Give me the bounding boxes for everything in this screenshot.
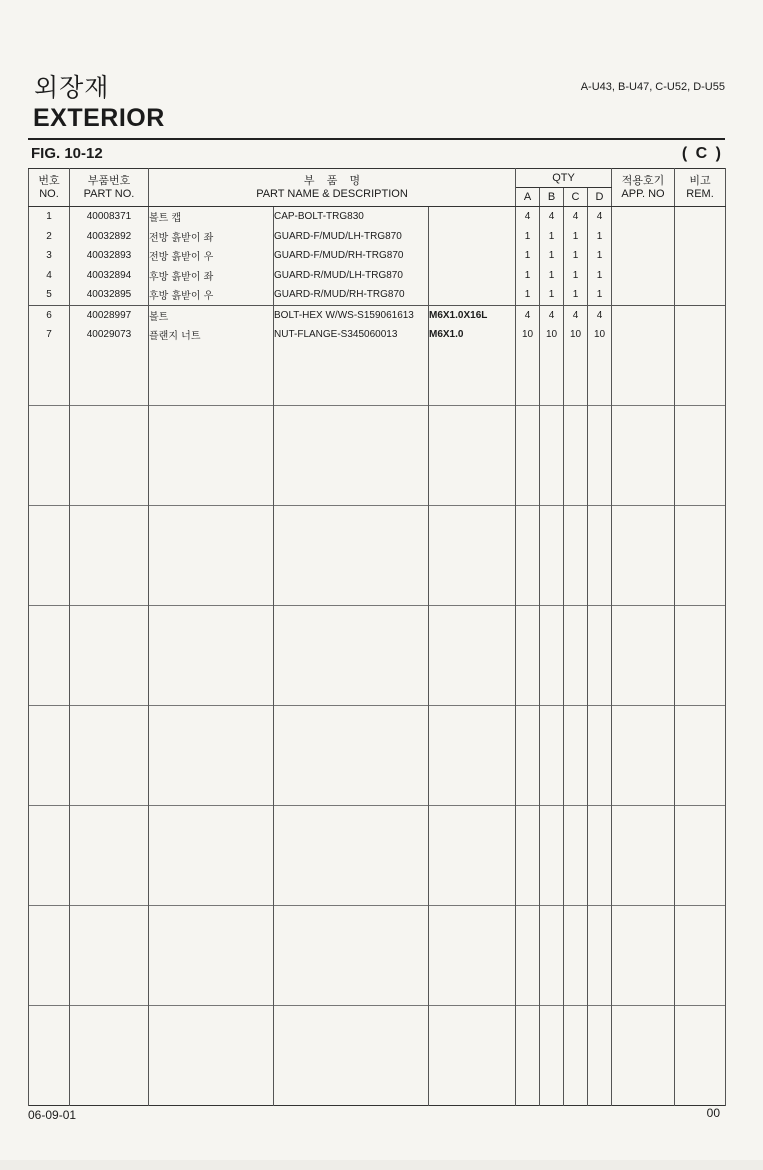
part-name-english: NUT-FLANGE-S345060013 [274,325,429,345]
empty-cell [564,605,588,705]
empty-row [29,1005,726,1105]
empty-cell [516,905,540,1005]
header-app-no-en: APP. NO [621,187,665,200]
qty-c: 1 [564,266,588,286]
remarks-cell [675,207,726,227]
empty-cell [516,505,540,605]
empty-cell [588,705,612,805]
empty-cell [564,405,588,505]
empty-cell [29,505,70,605]
part-number: 40008371 [70,207,149,227]
empty-cell [612,505,675,605]
header-no [29,169,70,207]
empty-row [29,345,726,406]
part-name-english: GUARD-F/MUD/LH-TRG870 [274,227,429,247]
qty-c: 4 [564,207,588,227]
part-size: M6X1.0 [429,325,516,345]
empty-cell [540,1005,564,1105]
page-number: 00 [706,1106,720,1120]
qty-c: 1 [564,246,588,266]
header-remarks [675,169,726,207]
empty-cell [540,345,564,406]
empty-row [29,705,726,805]
empty-cell [274,905,429,1005]
empty-cell [540,705,564,805]
part-size [429,227,516,247]
qty-c: 4 [564,305,588,325]
empty-cell [149,1005,274,1105]
empty-cell [564,705,588,805]
empty-cell [29,605,70,705]
header-app-no [612,169,675,207]
empty-cell [29,805,70,905]
app-no-cell [612,285,675,305]
empty-cell [588,345,612,406]
empty-cell [29,345,70,406]
qty-d: 1 [588,246,612,266]
qty-c: 10 [564,325,588,345]
page-bottom-edge [0,1160,763,1170]
part-name-english: GUARD-R/MUD/LH-TRG870 [274,266,429,286]
empty-cell [588,605,612,705]
app-no-cell [612,266,675,286]
parts-table-body [29,207,726,1106]
empty-cell [274,345,429,406]
empty-cell [29,705,70,805]
table-row [29,325,726,345]
empty-cell [516,345,540,406]
empty-cell [540,905,564,1005]
qty-b: 1 [540,246,564,266]
empty-cell [612,905,675,1005]
empty-row [29,805,726,905]
empty-cell [588,1005,612,1105]
empty-cell [70,705,149,805]
empty-row [29,605,726,705]
empty-cell [70,405,149,505]
empty-cell [429,805,516,905]
empty-cell [516,805,540,905]
empty-cell [588,905,612,1005]
empty-row [29,405,726,505]
part-name-english: CAP-BOLT-TRG830 [274,207,429,227]
row-number: 3 [29,246,70,266]
qty-a: 1 [516,285,540,305]
header-no-ko: 번호 [38,174,60,187]
empty-cell [564,805,588,905]
empty-cell [588,805,612,905]
empty-cell [274,505,429,605]
app-no-cell [612,325,675,345]
qty-a: 1 [516,266,540,286]
empty-cell [675,805,726,905]
qty-b: 10 [540,325,564,345]
header-part-no-en: PART NO. [83,187,135,200]
header-no-en: NO. [39,187,59,200]
qty-a: 10 [516,325,540,345]
qty-d: 1 [588,285,612,305]
qty-d: 4 [588,305,612,325]
part-size [429,285,516,305]
qty-d: 4 [588,207,612,227]
table-row [29,246,726,266]
qty-b: 4 [540,207,564,227]
part-name-english: BOLT-HEX W/WS-S159061613 [274,305,429,325]
empty-cell [588,405,612,505]
model-list: A-U43, B-U47, C-U52, D-U55 [580,81,725,93]
empty-cell [29,405,70,505]
empty-cell [149,905,274,1005]
figure-code: ( C ) [681,145,723,162]
qty-a: 4 [516,207,540,227]
title-divider [28,138,725,140]
empty-cell [274,805,429,905]
header-qty: QTY [516,169,612,188]
qty-a: 4 [516,305,540,325]
empty-cell [274,705,429,805]
empty-cell [612,605,675,705]
empty-cell [675,605,726,705]
empty-cell [149,805,274,905]
remarks-cell [675,246,726,266]
empty-cell [675,345,726,406]
empty-cell [675,905,726,1005]
empty-cell [149,605,274,705]
empty-cell [540,405,564,505]
qty-d: 1 [588,266,612,286]
qty-c: 1 [564,227,588,247]
remarks-cell [675,305,726,325]
empty-cell [429,605,516,705]
remarks-cell [675,325,726,345]
part-number: 40028997 [70,305,149,325]
part-name-english: GUARD-R/MUD/RH-TRG870 [274,285,429,305]
header-qty-d: D [588,188,612,207]
row-number: 1 [29,207,70,227]
empty-cell [540,605,564,705]
qty-b: 1 [540,266,564,286]
figure-label: FIG. 10-12 [31,145,103,162]
table-row [29,305,726,325]
empty-cell [429,405,516,505]
row-number: 2 [29,227,70,247]
empty-cell [429,705,516,805]
part-size: M6X1.0X16L [429,305,516,325]
part-name-korean: 후방 흙받이 좌 [149,266,274,286]
page-title-korean: 외장재 [34,73,110,102]
header-part-name [149,169,516,207]
app-no-cell [612,207,675,227]
empty-cell [516,1005,540,1105]
empty-cell [675,1005,726,1105]
header-remarks-en: REM. [686,187,714,200]
app-no-cell [612,246,675,266]
table-row [29,227,726,247]
empty-cell [70,905,149,1005]
row-number: 6 [29,305,70,325]
row-number: 7 [29,325,70,345]
empty-cell [29,905,70,1005]
qty-c: 1 [564,285,588,305]
part-size [429,246,516,266]
empty-cell [540,805,564,905]
qty-d: 1 [588,227,612,247]
part-size [429,266,516,286]
header-part-name-ko: 부 품 명 [303,174,361,187]
qty-b: 1 [540,227,564,247]
row-number: 5 [29,285,70,305]
header-app-no-ko: 적용호기 [621,174,665,187]
empty-cell [564,905,588,1005]
part-name-korean: 볼트 캡 [149,207,274,227]
empty-cell [612,345,675,406]
qty-d: 10 [588,325,612,345]
remarks-cell [675,266,726,286]
empty-cell [70,805,149,905]
empty-cell [274,405,429,505]
empty-row [29,505,726,605]
table-header-row [29,169,726,188]
part-size [429,207,516,227]
empty-cell [429,905,516,1005]
header-remarks-ko: 비고 [689,174,711,187]
empty-cell [612,1005,675,1105]
empty-cell [675,405,726,505]
empty-cell [612,405,675,505]
footer-date: 06-09-01 [28,1108,77,1122]
table-row [29,207,726,227]
header-qty-c: C [564,188,588,207]
app-no-cell [612,305,675,325]
empty-cell [564,505,588,605]
empty-cell [149,405,274,505]
empty-cell [429,345,516,406]
empty-cell [675,505,726,605]
header-part-name-en: PART NAME & DESCRIPTION [256,187,408,200]
part-name-korean: 플랜지 너트 [149,325,274,345]
part-number: 40032892 [70,227,149,247]
empty-cell [516,705,540,805]
empty-cell [429,1005,516,1105]
empty-cell [564,1005,588,1105]
header-part-no [70,169,149,207]
qty-a: 1 [516,246,540,266]
app-no-cell [612,227,675,247]
empty-cell [675,705,726,805]
empty-row [29,905,726,1005]
parts-table [28,168,726,1106]
part-number: 40032894 [70,266,149,286]
empty-cell [516,405,540,505]
part-number: 40029073 [70,325,149,345]
empty-cell [149,505,274,605]
part-name-korean: 볼트 [149,305,274,325]
remarks-cell [675,227,726,247]
qty-b: 4 [540,305,564,325]
empty-cell [429,505,516,605]
part-name-korean: 전방 흙받이 좌 [149,227,274,247]
part-number: 40032895 [70,285,149,305]
header-qty-a: A [516,188,540,207]
empty-cell [540,505,564,605]
empty-cell [612,805,675,905]
empty-cell [612,705,675,805]
empty-cell [70,505,149,605]
empty-cell [70,1005,149,1105]
empty-cell [70,605,149,705]
table-row [29,285,726,305]
empty-cell [588,505,612,605]
header-part-no-ko: 부품번호 [87,174,131,187]
empty-cell [70,345,149,406]
part-number: 40032893 [70,246,149,266]
empty-cell [564,345,588,406]
part-name-korean: 후방 흙받이 우 [149,285,274,305]
empty-cell [149,345,274,406]
page-title: EXTERIOR [33,104,165,132]
header-qty-b: B [540,188,564,207]
empty-cell [516,605,540,705]
empty-cell [149,705,274,805]
part-name-korean: 전방 흙받이 우 [149,246,274,266]
qty-a: 1 [516,227,540,247]
remarks-cell [675,285,726,305]
table-row [29,266,726,286]
empty-cell [274,605,429,705]
row-number: 4 [29,266,70,286]
qty-b: 1 [540,285,564,305]
empty-cell [29,1005,70,1105]
empty-cell [274,1005,429,1105]
part-name-english: GUARD-F/MUD/RH-TRG870 [274,246,429,266]
